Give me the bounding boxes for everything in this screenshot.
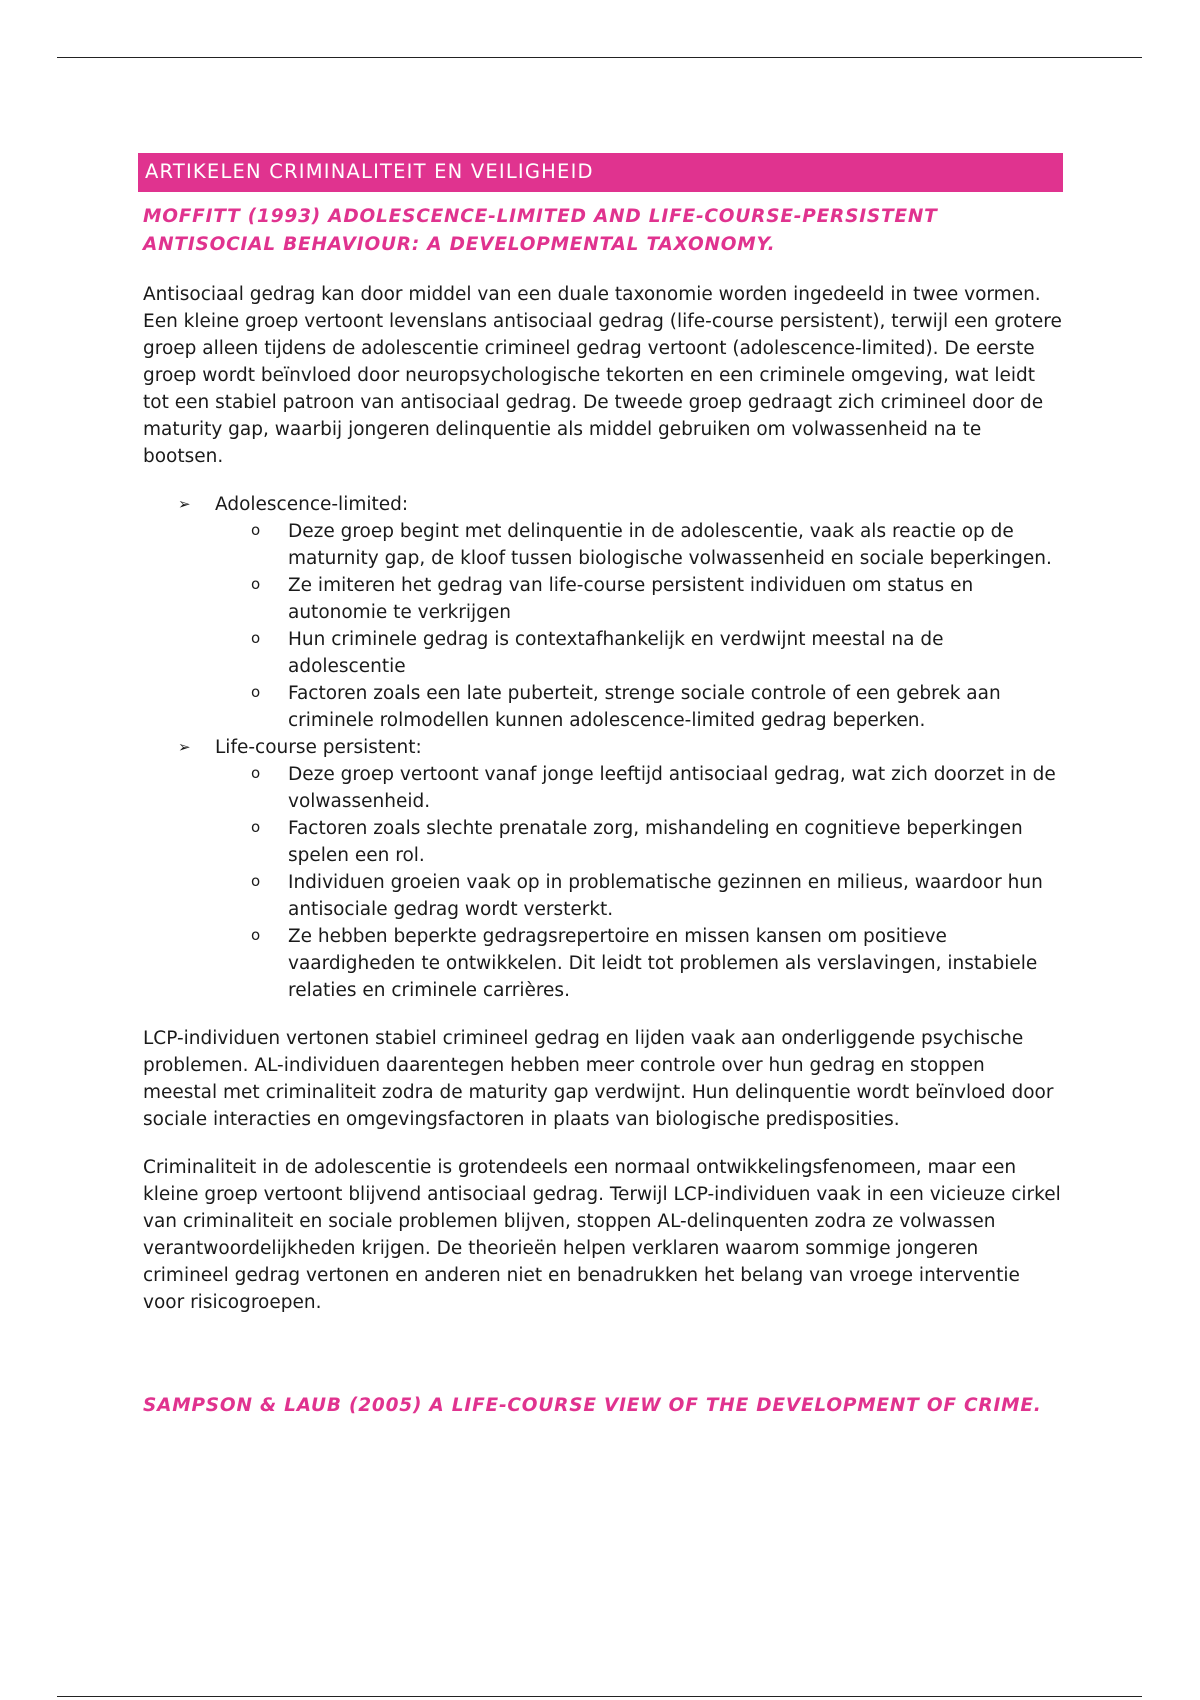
point-list bbox=[215, 518, 1063, 734]
section-banner: ARTIKELEN CRIMINALITEIT EN VEILIGHEID bbox=[138, 153, 1063, 192]
group-list bbox=[143, 491, 1063, 1004]
point-text: Hun criminele gedrag is contextafhankelijk en verdwijnt meestal na de adolescentie bbox=[288, 629, 944, 677]
circle-bullet-icon: o bbox=[251, 521, 261, 539]
circle-bullet-icon: o bbox=[251, 629, 261, 647]
point-text: Factoren zoals een late puberteit, strenge sociale controle of een gebrek aan criminele rolmodellen kunnen adolescence-limited gedrag beperken. bbox=[288, 683, 1001, 731]
group-label: Life-course persistent: bbox=[215, 737, 422, 758]
point-list bbox=[215, 761, 1063, 1004]
group-label: Adolescence-limited: bbox=[215, 494, 409, 515]
circle-bullet-icon: o bbox=[251, 575, 261, 593]
point-text: Ze imiteren het gedrag van life-course persistent individuen om status en autonomie te verkrijgen bbox=[288, 575, 974, 623]
page-bottom-rule bbox=[57, 1696, 1142, 1697]
list-item bbox=[251, 680, 1063, 734]
list-item bbox=[251, 518, 1063, 572]
list-item bbox=[251, 626, 1063, 680]
list-item bbox=[251, 923, 1063, 1004]
arrow-bullet-icon: ➢ bbox=[178, 495, 191, 513]
arrow-bullet-icon: ➢ bbox=[178, 738, 191, 756]
point-text: Individuen groeien vaak op in problematische gezinnen en milieus, waardoor hun antisociale gedrag wordt versterkt. bbox=[288, 872, 1043, 920]
point-text: Factoren zoals slechte prenatale zorg, mishandeling en cognitieve beperkingen spelen een rol. bbox=[288, 818, 1023, 866]
circle-bullet-icon: o bbox=[251, 872, 261, 890]
list-item bbox=[251, 572, 1063, 626]
page-content bbox=[143, 153, 1063, 1420]
group-item-life-course-persistent bbox=[178, 734, 1063, 1004]
body-paragraph-conclusion: Criminaliteit in de adolescentie is grotendeels een normaal ontwikkelingsfenomeen, maar een kleine groep vertoont blijvend antisociaal gedrag. Terwijl LCP-individuen vaak in een vicieuze cirkel van criminaliteit en sociale problemen blijven, stoppen AL-delinquenten zodra ze volwassen verantwoordelijkheden krijgen. De theorieën helpen verklaren waarom sommige jongeren crimineel gedrag vertonen en anderen niet en benadrukken het belang van vroege interventie voor risicogroepen. bbox=[143, 1157, 1061, 1313]
point-text: Deze groep vertoont vanaf jonge leeftijd antisociaal gedrag, wat zich doorzet in de volwassenheid. bbox=[288, 764, 1056, 812]
list-item bbox=[251, 869, 1063, 923]
circle-bullet-icon: o bbox=[251, 683, 261, 701]
point-text: Deze groep begint met delinquentie in de adolescentie, vaak als reactie op de maturnity gap, de kloof tussen biologische volwassenheid en sociale beperkingen. bbox=[288, 521, 1052, 569]
circle-bullet-icon: o bbox=[251, 926, 261, 944]
circle-bullet-icon: o bbox=[251, 818, 261, 836]
point-text: Ze hebben beperkte gedragsrepertoire en missen kansen om positieve vaardigheden te ontwikkelen. Dit leidt tot problemen als verslavingen, instabiele relaties en criminele carrières. bbox=[288, 926, 1038, 1001]
body-paragraph-lcp-al: LCP-individuen vertonen stabiel crimineel gedrag en lijden vaak aan onderliggende psychische problemen. AL-individuen daarentegen hebben meer controle over hun gedrag en stoppen meestal met criminaliteit zodra de maturity gap verdwijnt. Hun delinquentie wordt beïnvloed door sociale interacties en omgevingsfactoren in plaats van biologische predisposities. bbox=[143, 1028, 1054, 1130]
article-heading-moffitt: MOFFITT (1993) ADOLESCENCE-LIMITED AND LIFE-COURSE-PERSISTENT ANTISOCIAL BEHAVIOUR: A DEVELOPMENTAL TAXONOMY. bbox=[143, 206, 938, 255]
page-top-rule bbox=[57, 57, 1142, 58]
article-heading-sampson-laub: SAMPSON & LAUB (2005) A LIFE-COURSE VIEW OF THE DEVELOPMENT OF CRIME. bbox=[143, 1395, 1042, 1416]
intro-paragraph: Antisociaal gedrag kan door middel van een duale taxonomie worden ingedeeld in twee vormen. Een kleine groep vertoont levenslans antisociaal gedrag (life-course persistent), terwijl een grotere groep alleen tijdens de adolescentie crimineel gedrag vertoont (adolescence-limited). De eerste groep wordt beïnvloed door neuropsychologische tekorten en een criminele omgeving, wat leidt tot een stabiel patroon van antisociaal gedrag. De tweede groep gedraagt zich crimineel door de maturity gap, waarbij jongeren delinquentie als middel gebruiken om volwassenheid na te bootsen. bbox=[143, 284, 1062, 467]
circle-bullet-icon: o bbox=[251, 764, 261, 782]
list-item bbox=[251, 761, 1063, 815]
group-item-adolescence-limited bbox=[178, 491, 1063, 734]
list-item bbox=[251, 815, 1063, 869]
